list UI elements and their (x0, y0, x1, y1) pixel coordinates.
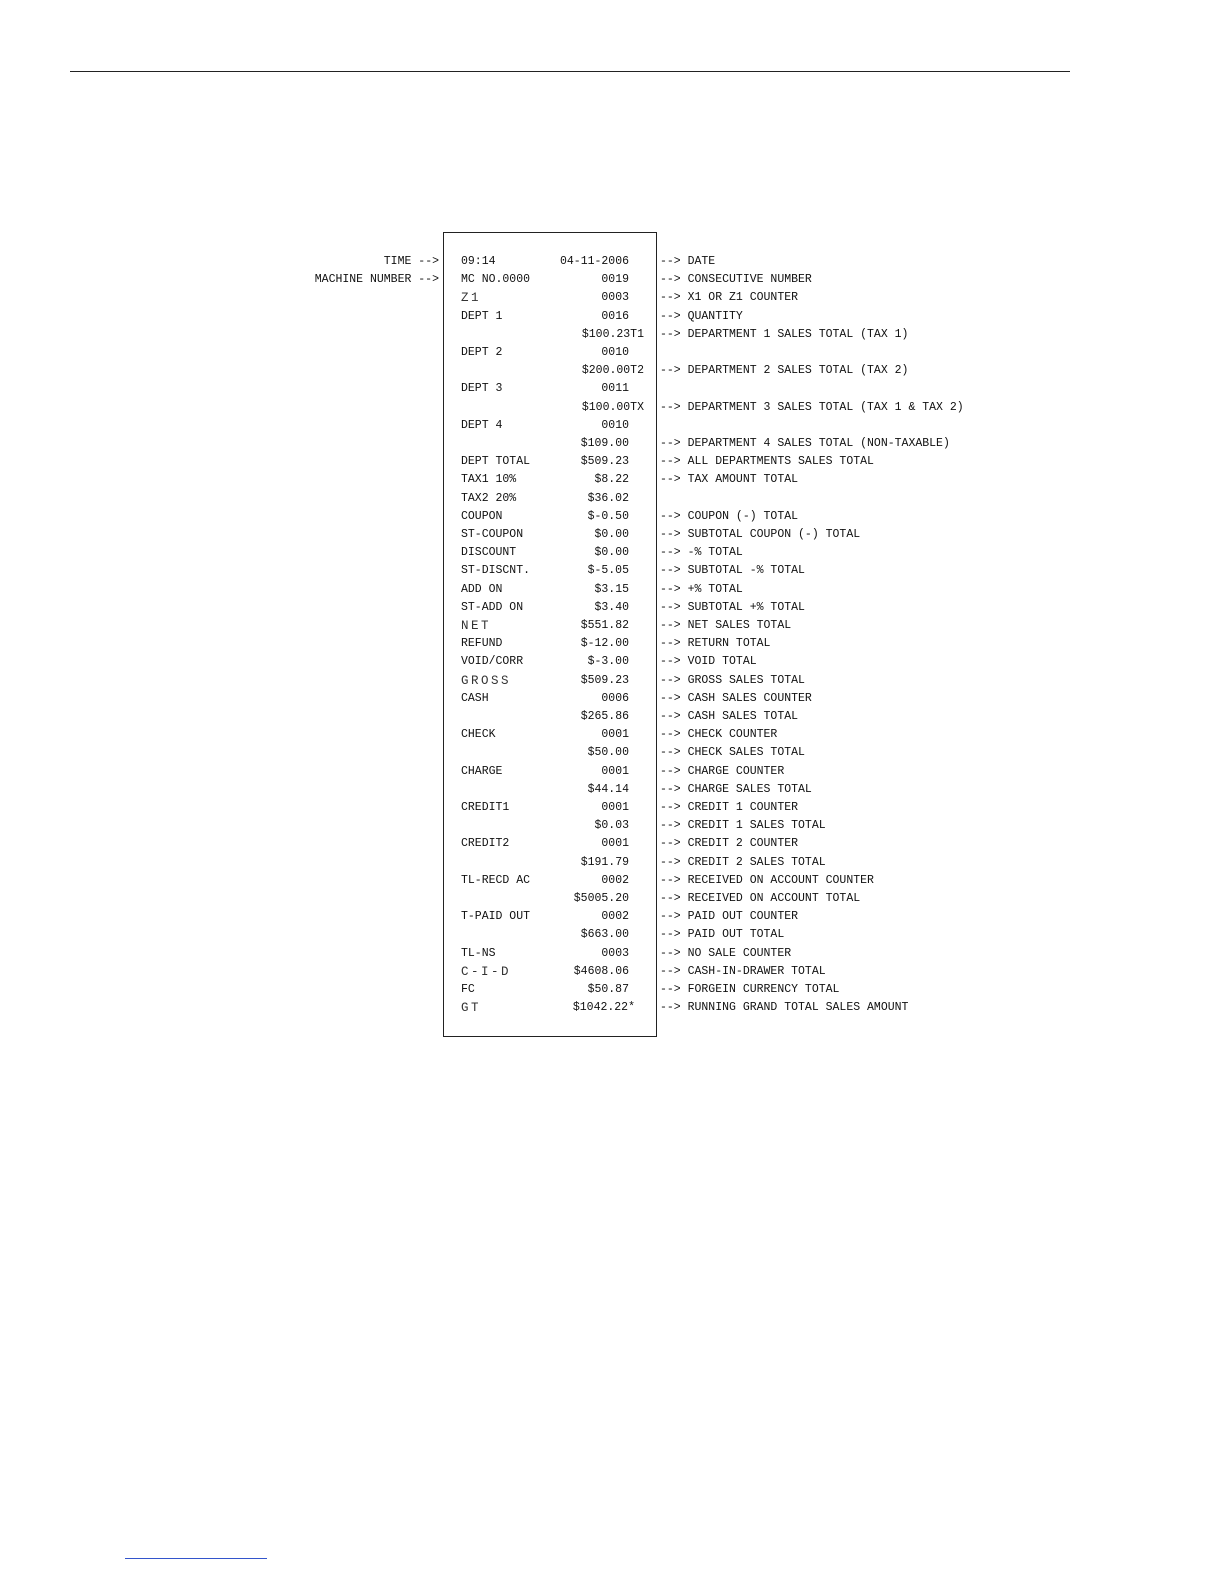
receipt-value: 0003 (601, 946, 629, 960)
receipt-value: $100.00TX (581, 400, 644, 414)
receipt-row (0, 708, 1224, 726)
receipt-label: REFUND (461, 637, 503, 651)
receipt-value: $3.40 (594, 600, 629, 614)
field-description: --> RETURN TOTAL (660, 637, 771, 651)
receipt-label: DEPT 3 (461, 382, 503, 396)
receipt-label: ST-DISCNT. (461, 564, 531, 578)
receipt-label: ST-ADD ON (461, 600, 524, 614)
receipt-value: $509.23 (580, 673, 629, 687)
receipt-value: 0010 (601, 418, 629, 432)
field-description: --> FORGEIN CURRENCY TOTAL (660, 983, 840, 996)
field-description: --> DEPARTMENT 2 SALES TOTAL (TAX 2) (660, 364, 909, 378)
field-description: --> NO SALE COUNTER (660, 946, 792, 960)
field-description: --> ALL DEPARTMENTS SALES TOTAL (660, 455, 874, 469)
field-description: --> CREDIT 2 SALES TOTAL (660, 855, 826, 869)
receipt-row (0, 344, 1224, 362)
field-description: --> CHECK COUNTER (660, 728, 778, 742)
field-description: --> PAID OUT TOTAL (660, 928, 785, 942)
receipt-value: $-0.50 (587, 509, 629, 523)
receipt-row (0, 781, 1224, 799)
receipt-label: ST-COUPON (461, 528, 524, 541)
receipt-value: $-5.05 (587, 564, 629, 578)
receipt-row (0, 308, 1224, 326)
receipt-value: $663.00 (580, 928, 629, 942)
receipt-label: DEPT 2 (461, 346, 503, 359)
field-description: --> CASH-IN-DRAWER TOTAL (660, 964, 826, 978)
field-description: --> DEPARTMENT 3 SALES TOTAL (TAX 1 & TAX 2) (660, 400, 964, 414)
field-description: --> CASH SALES TOTAL (660, 710, 799, 723)
receipt-value: 04-11-2006 (559, 255, 629, 268)
receipt-row (0, 763, 1224, 781)
receipt-value: $109.00 (580, 437, 629, 450)
field-description: --> RUNNING GRAND TOTAL SALES AMOUNT (660, 1001, 909, 1015)
receipt-row (0, 544, 1224, 562)
receipt-row (0, 326, 1224, 344)
receipt-label: NET (461, 619, 492, 633)
receipt-row (0, 271, 1224, 289)
receipt-row (0, 908, 1224, 926)
receipt-value: $1042.22* (572, 1001, 635, 1015)
receipt-value: $-12.00 (580, 637, 629, 651)
receipt-row (0, 872, 1224, 890)
field-description: --> VOID TOTAL (660, 655, 757, 669)
receipt-label: TAX2 20% (461, 491, 517, 505)
receipt-row (0, 289, 1224, 307)
receipt-value: 0010 (601, 346, 629, 359)
receipt-value: $265.86 (580, 710, 629, 723)
receipt-row (0, 362, 1224, 380)
receipt-value: $191.79 (580, 855, 629, 869)
field-description: --> CHECK SALES TOTAL (660, 746, 805, 760)
footer-link-rule (125, 1558, 267, 1559)
receipt-value: 0001 (601, 837, 629, 851)
field-description: --> TAX AMOUNT TOTAL (660, 473, 799, 487)
receipt-row (0, 380, 1224, 398)
receipt-row (0, 490, 1224, 508)
receipt-label: 09:14 (461, 255, 496, 268)
receipt-label: DISCOUNT (461, 546, 517, 560)
receipt-value: $8.22 (594, 473, 629, 487)
receipt-row (0, 799, 1224, 817)
receipt-label: CHECK (461, 728, 496, 742)
receipt-row (0, 890, 1224, 908)
receipt-value: 0011 (601, 382, 629, 396)
receipt-label: TL-RECD AC (461, 873, 531, 887)
receipt-value: 0001 (601, 764, 629, 778)
receipt-row (0, 690, 1224, 708)
receipt-value: $50.87 (587, 983, 629, 996)
receipt-label: CREDIT1 (461, 801, 510, 814)
receipt-label: CREDIT2 (461, 837, 510, 851)
receipt-label: DEPT TOTAL (461, 455, 531, 469)
receipt-label: MC NO.0000 (461, 273, 531, 287)
receipt-label: TAX1 10% (461, 473, 517, 487)
receipt-row (0, 999, 1224, 1017)
field-description: --> -% TOTAL (660, 546, 743, 560)
field-description: --> SUBTOTAL +% TOTAL (660, 600, 805, 614)
left-annotation: TIME --> (383, 255, 439, 268)
receipt-row (0, 945, 1224, 963)
receipt-row (0, 835, 1224, 853)
receipt-label: Z1 (461, 291, 482, 306)
receipt-row (0, 253, 1224, 271)
receipt-label: DEPT 1 (461, 309, 503, 323)
receipt-label: FC (461, 983, 475, 996)
receipt-row (0, 726, 1224, 744)
field-description: --> CASH SALES COUNTER (660, 691, 812, 705)
receipt-row (0, 417, 1224, 435)
receipt-value: 0003 (601, 291, 629, 305)
field-description: --> CHARGE COUNTER (660, 764, 785, 778)
field-description: --> CHARGE SALES TOTAL (660, 782, 812, 796)
receipt-row (0, 599, 1224, 617)
receipt-row (0, 854, 1224, 872)
receipt-value: $200.00T2 (581, 364, 644, 378)
receipt-value: 0001 (601, 801, 629, 814)
receipt-label: T-PAID OUT (461, 910, 531, 924)
receipt-value: 0001 (601, 728, 629, 742)
receipt-value: $50.00 (587, 746, 629, 760)
receipt-value: 0002 (601, 910, 629, 924)
receipt-row (0, 926, 1224, 944)
receipt-row (0, 744, 1224, 762)
field-description: --> SUBTOTAL COUPON (-) TOTAL (660, 528, 861, 541)
receipt-value: $509.23 (580, 455, 629, 469)
receipt-label: ADD ON (461, 582, 503, 596)
receipt-value: $0.03 (594, 819, 629, 833)
receipt-row (0, 508, 1224, 526)
receipt-row (0, 581, 1224, 599)
receipt-row (0, 635, 1224, 653)
field-description: --> DEPARTMENT 1 SALES TOTAL (TAX 1) (660, 327, 909, 341)
receipt-label: GROSS (461, 673, 512, 688)
receipt-row (0, 672, 1224, 690)
receipt-label: CASH (461, 691, 489, 705)
receipt-value: $36.02 (587, 491, 629, 505)
field-description: --> SUBTOTAL -% TOTAL (660, 564, 805, 578)
field-description: --> GROSS SALES TOTAL (660, 673, 805, 687)
field-description: --> PAID OUT COUNTER (660, 910, 799, 924)
receipt-value: $44.14 (587, 782, 629, 796)
receipt-value: 0016 (601, 309, 629, 323)
receipt-label: COUPON (461, 509, 503, 523)
left-annotation: MACHINE NUMBER --> (314, 273, 439, 287)
receipt-label: CHARGE (461, 764, 503, 778)
receipt-value: $551.82 (580, 619, 629, 632)
receipt-value: $0.00 (594, 546, 629, 560)
receipt-label: VOID/CORR (461, 655, 524, 669)
receipt-row (0, 981, 1224, 999)
receipt-value: $5005.20 (573, 892, 629, 905)
field-description: --> CREDIT 2 COUNTER (660, 837, 799, 851)
field-description: --> COUPON (-) TOTAL (660, 509, 799, 523)
field-description: --> NET SALES TOTAL (660, 619, 792, 632)
field-description: --> QUANTITY (660, 309, 743, 323)
receipt-row (0, 435, 1224, 453)
receipt-row (0, 617, 1224, 635)
receipt-label: TL-NS (461, 946, 496, 960)
receipt-row (0, 471, 1224, 489)
receipt-value: 0002 (601, 873, 629, 887)
receipt-row (0, 817, 1224, 835)
receipt-label: DEPT 4 (461, 418, 503, 432)
receipt-label: C-I-D (461, 964, 512, 979)
field-description: --> CREDIT 1 SALES TOTAL (660, 819, 826, 833)
receipt-value: $3.15 (594, 582, 629, 596)
receipt-label: GT (461, 1001, 482, 1016)
receipt-value: 0006 (601, 691, 629, 705)
receipt-row (0, 963, 1224, 981)
field-description: --> +% TOTAL (660, 582, 743, 596)
field-description: --> RECEIVED ON ACCOUNT TOTAL (660, 892, 861, 905)
receipt-row (0, 453, 1224, 471)
receipt-row (0, 399, 1224, 417)
receipt-value: $0.00 (594, 528, 629, 541)
field-description: --> CREDIT 1 COUNTER (660, 801, 799, 814)
field-description: --> RECEIVED ON ACCOUNT COUNTER (660, 873, 874, 887)
receipt-row (0, 562, 1224, 580)
field-description: --> DATE (660, 255, 716, 268)
top-rule (70, 71, 1070, 72)
receipt-row (0, 653, 1224, 671)
receipt-row (0, 526, 1224, 544)
field-description: --> DEPARTMENT 4 SALES TOTAL (NON-TAXABLE) (660, 437, 950, 450)
field-description: --> X1 OR Z1 COUNTER (660, 291, 799, 305)
receipt-value: $4608.06 (573, 964, 629, 978)
receipt-value: $100.23T1 (581, 327, 644, 341)
field-description: --> CONSECUTIVE NUMBER (660, 273, 812, 287)
receipt-value: 0019 (601, 273, 629, 287)
receipt-value: $-3.00 (587, 655, 629, 669)
